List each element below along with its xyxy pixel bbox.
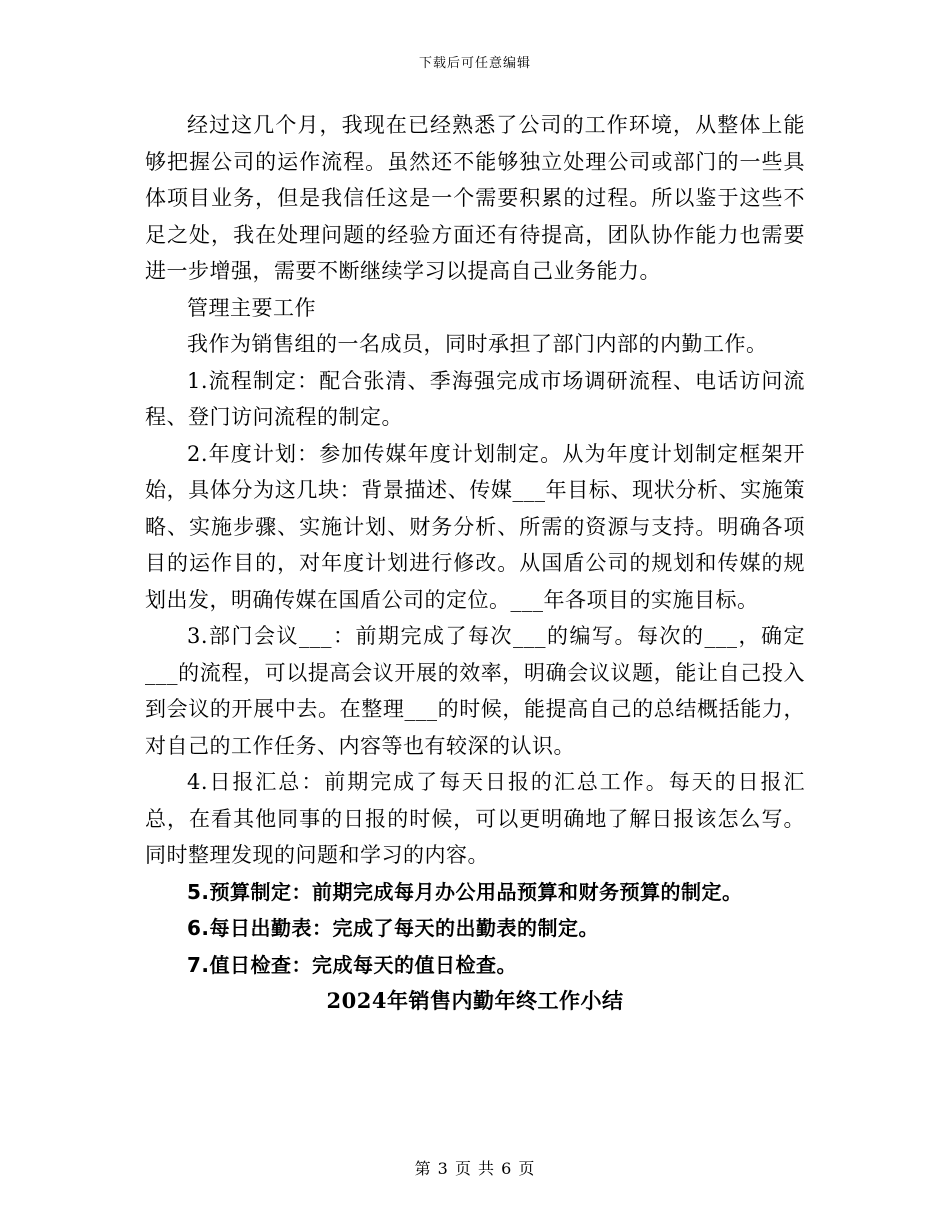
paragraph-experience: 经过这几个月，我现在已经熟悉了公司的工作环境，从整体上能够把握公司的运作流程。虽然还不能够独立处理公司或部门的一些具体项目业务，但是我信任这是一个需要积累的过程。所以鉴于这些不足之处，我在处理问题的经验方面还有待提高，团队协作能力也需要进一步增强，需要不断继续学习以提高自己业务能力。 [145, 113, 805, 283]
list-item-process: 1.流程制定：配合张清、季海强完成市场调研流程、电话访问流程、登门访问流程的制定。 [145, 368, 805, 429]
list-item-meeting: 3.部门会议___：前期完成了每次___的编写。每次的___，确定___的流程，可以提高会议开展的效率，明确会议议题，能让自己投入到会议的开展中去。在整理___的时候，能提高自己的总结概括能力，对自己的工作任务、内容等也有较深的认识。 [145, 624, 805, 758]
list-item-duty-check: 7.值日检查：完成每天的值日检查。 [187, 952, 518, 977]
list-item-attendance: 6.每日出勤表：完成了每天的出勤表的制定。 [187, 916, 600, 940]
list-item-annual-plan: 2.年度计划：参加传媒年度计划制定。从为年度计划制定框架开始，具体分为这几块：背景描述、传媒___年目标、现状分析、实施策略、实施步骤、实施计划、财务分析、所需的资源与支持。明确各项目的运作目的，对年度计划进行修改。从国盾公司的规划和传媒的规划出发，明确传媒在国盾公司的定位。___年各项目的实施目标。 [145, 441, 805, 612]
paragraph-role: 我作为销售组的一名成员，同时承担了部门内部的内勤工作。 [187, 332, 768, 356]
section-heading-management: 管理主要工作 [187, 295, 316, 320]
page-header: 下载后可任意编辑 [418, 56, 531, 71]
document-body [145, 107, 805, 1020]
page-footer: 第 3 页 共 6 页 [414, 1159, 536, 1178]
list-item-budget: 5.预算制定：前期完成每月办公用品预算和财务预算的制定。 [187, 879, 743, 904]
list-item-daily-report: 4.日报汇总：前期完成了每天日报的汇总工作。每天的日报汇总，在看其他同事的日报的时候，可以更明确地了解日报该怎么写。同时整理发现的问题和学习的内容。 [145, 770, 805, 867]
document-title: 2024年销售内勤年终工作小结 [326, 988, 624, 1013]
